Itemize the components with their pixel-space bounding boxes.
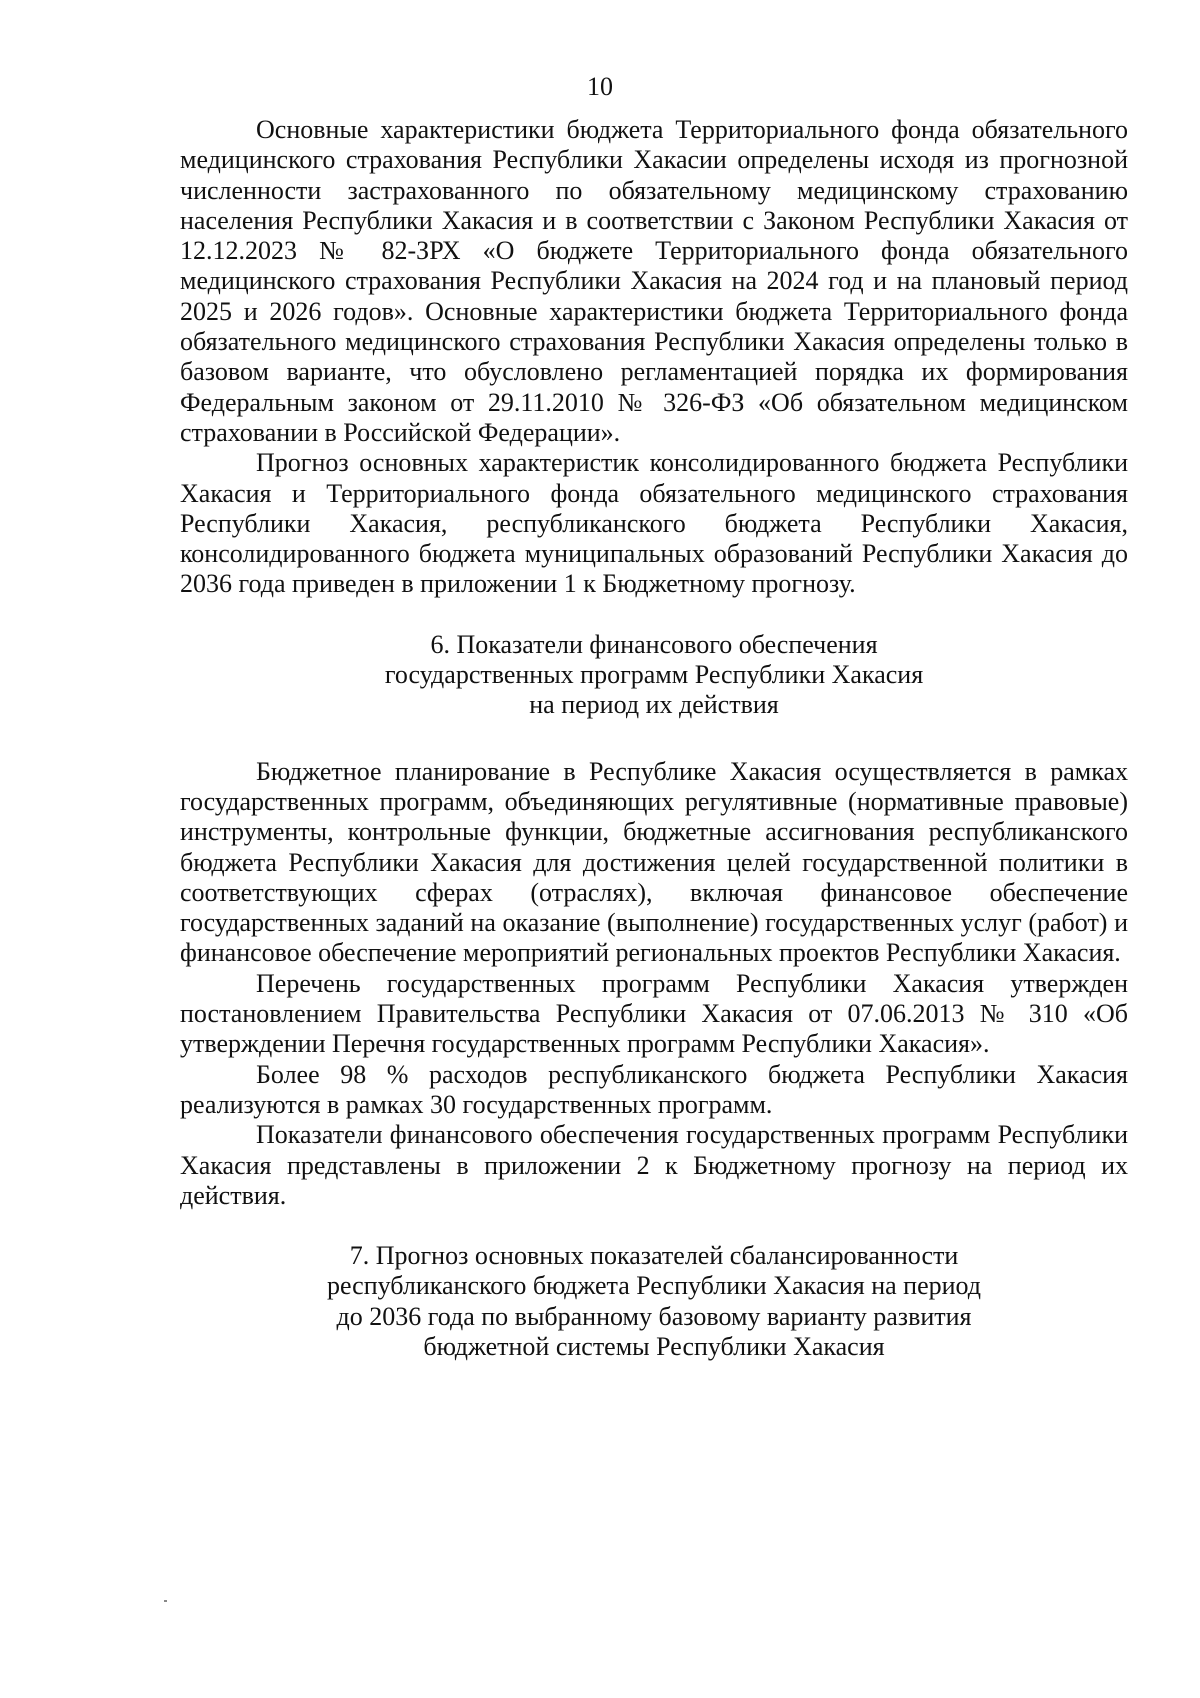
paragraph-budget-planning: Бюджетное планирование в Республике Хакасия осуществляется в рамках государственных программ, объединяющих регулятивные (нормативные правовые) инструменты, контрольные функции, бюджетные ассигнования республиканского бюджета Республики Хакасия для достижения целей государственной политики в соответствующих сферах (отраслях), включая финансовое обеспечение государственных заданий на оказание (выполнение) государственных услуг (работ) и финансовое обеспечение мероприятий региональных проектов Республики Хакасия. — [180, 756, 1128, 968]
page-number: 10 — [587, 72, 613, 101]
section-6-heading-line: 6. Показатели финансового обеспечения — [430, 629, 878, 659]
scan-speck — [164, 1600, 167, 1602]
paragraph-program-list: Перечень государственных программ Республики Хакасия утвержден постановлением Правительства Республики Хакасия от 07.06.2013 № 310 «Об утверждении Перечня государственных программ Республики Хакасия». — [180, 968, 1128, 1059]
document-body — [180, 115, 1128, 1362]
section-6-heading-line: государственных программ Республики Хакасия — [384, 660, 924, 690]
section-6-heading-line: на период их действия — [529, 690, 779, 720]
section-6-heading — [180, 630, 1128, 721]
paragraph-financing-indicators: Показатели финансового обеспечения государственных программ Республики Хакасия представлены в приложении 2 к Бюджетному прогнозу на период их действия. — [180, 1120, 1128, 1210]
paragraph-tfoms-budget: Основные характеристики бюджета Территориального фонда обязательного медицинского страхования Республики Хакасии определены исходя из прогнозной численности застрахованного по обязательному медицинскому страхованию населения Республики Хакасия и в соответствии с Законом Республики Хакасия от 12.12.2023 № 82-ЗРХ «О бюджете Территориального фонда обязательного медицинского страхования Республики Хакасия на 2024 год и на плановый период 2025 и 2026 годов». Основные характеристики бюджета Территориального фонда обязательного медицинского страхования Республики Хакасия определены только в базовом варианте, что обусловлено регламентацией порядка их формирования Федеральным законом от 29.11.2010 № 326-ФЗ «Об обязательном медицинском страховании в Российской Федерации». — [180, 115, 1128, 447]
paragraph-expense-share: Более 98 % расходов республиканского бюджета Республики Хакасия реализуются в рамках 30 государственных программ. — [180, 1059, 1128, 1119]
section-7-heading-line: до 2036 года по выбранному базовому варианту развития — [336, 1301, 972, 1331]
section-7-heading-line: 7. Прогноз основных показателей сбалансированности — [349, 1241, 959, 1271]
section-7-heading — [180, 1241, 1128, 1362]
section-7-heading-line: республиканского бюджета Республики Хакасия на период — [326, 1271, 981, 1301]
paragraph-consolidated-forecast: Прогноз основных характеристик консолидированного бюджета Республики Хакасия и Территориального фонда обязательного медицинского страхования Республики Хакасия, республиканского бюджета Республики Хакасия, консолидированного бюджета муниципальных образований Республики Хакасия до 2036 года приведен в приложении 1 к Бюджетному прогнозу. — [180, 448, 1128, 599]
section-7-heading-line: бюджетной системы Республики Хакасия — [423, 1331, 885, 1361]
